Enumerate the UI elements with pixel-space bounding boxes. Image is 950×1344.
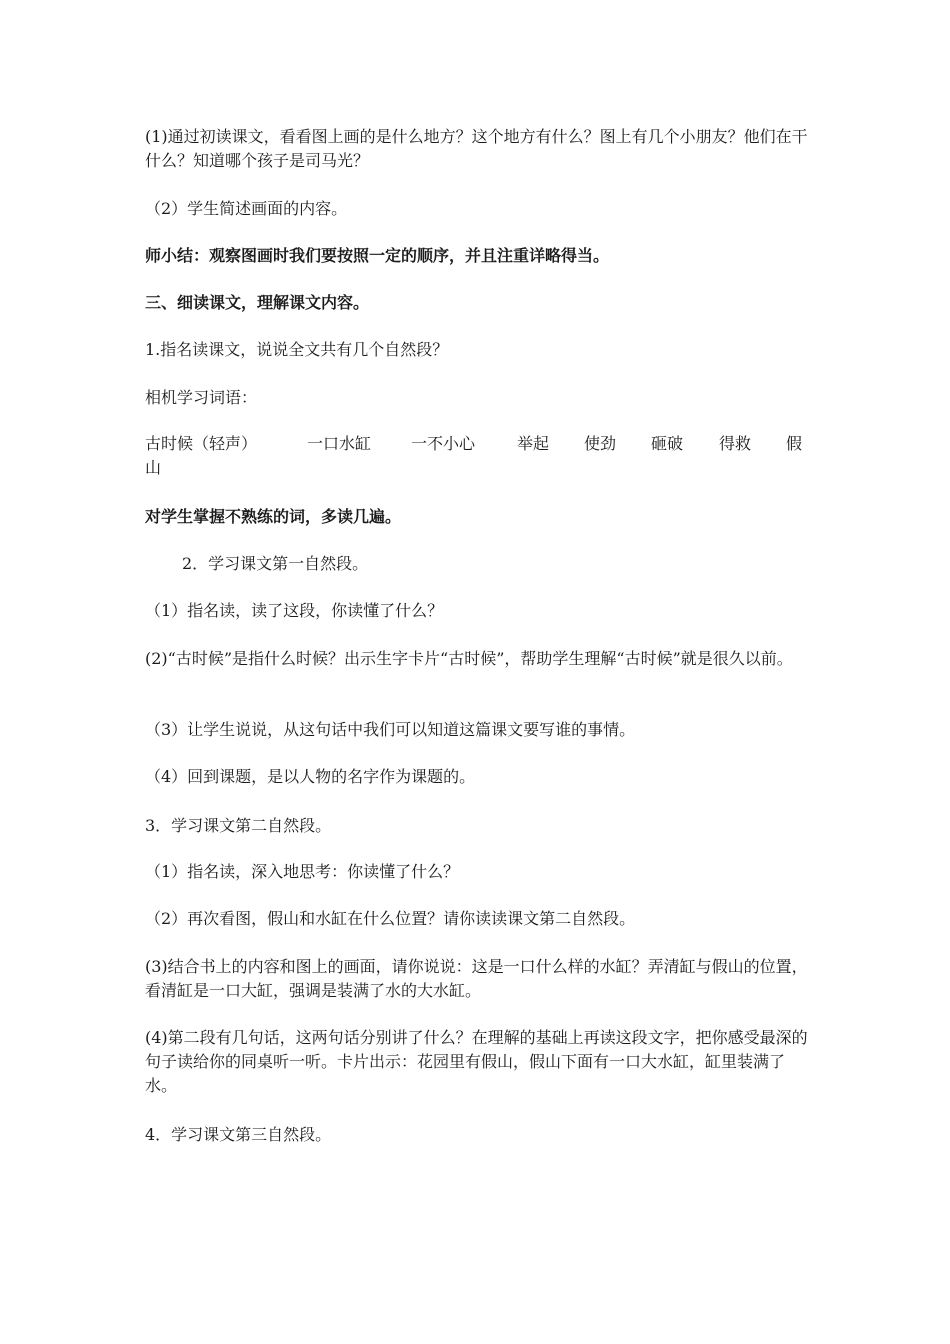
step-3-item-3: (3)结合书上的内容和图上的画面，请你说说：这是一口什么样的水缸？弄清缸与假山的位置，看清缸是一口大缸，强调是装满了水的大水缸。 xyxy=(145,957,808,1000)
step-2-item-3: （3）让学生说说，从这句话中我们可以知道这篇课文要写谁的事情。 xyxy=(145,720,636,739)
vocab-item: 一不小心 xyxy=(411,434,476,453)
paragraph-2: （2）学生简述画面的内容。 xyxy=(145,199,348,218)
step-3-item-2: （2）再次看图，假山和水缸在什么位置？请你读读课文第二自然段。 xyxy=(145,909,636,928)
summary-heading: 师小结：观察图画时我们要按照一定的顺序，并且注重详略得当。 xyxy=(145,246,610,265)
step-2-item-2: (2)“古时候”是指什么时候？出示生字卡片“古时候”，帮助学生理解“古时候”就是很久以前。 xyxy=(145,649,793,668)
vocab-item: 古时候（轻声） xyxy=(145,434,258,453)
practice-note: 对学生掌握不熟练的词，多读几遍。 xyxy=(145,507,402,526)
vocab-item: 假 xyxy=(786,434,803,453)
step-3-item-1: （1）指名读，深入地思考：你读懂了什么？ xyxy=(145,862,460,881)
vocab-item: 山 xyxy=(145,458,162,477)
step-2-item-4: （4）回到课题，是以人物的名字作为课题的。 xyxy=(145,767,476,786)
step-2-heading: 2．学习课文第一自然段。 xyxy=(182,554,369,573)
vocab-list xyxy=(145,432,810,480)
vocab-item: 得救 xyxy=(719,434,752,453)
vocab-item: 一口水缸 xyxy=(307,434,372,453)
step-4-heading: 4．学习课文第三自然段。 xyxy=(145,1125,332,1144)
vocab-item: 举起 xyxy=(517,434,550,453)
paragraph-1: (1)通过初读课文，看看图上画的是什么地方？这个地方有什么？图上有几个小朋友？他们在干什么？知道哪个孩子是司马光？ xyxy=(145,127,808,170)
step-3-item-4: (4)第二段有几句话，这两句话分别讲了什么？在理解的基础上再读这段文字，把你感受最深的句子读给你的同桌听一听。卡片出示：花园里有假山，假山下面有一口大水缸，缸里装满了水。 xyxy=(145,1028,808,1095)
vocab-item: 砸破 xyxy=(651,434,684,453)
vocab-intro: 相机学习词语： xyxy=(145,388,258,407)
section-heading-3: 三、细读课文，理解课文内容。 xyxy=(145,293,370,312)
paragraph-read-text: 1.指名读课文，说说全文共有几个自然段？ xyxy=(145,340,449,359)
vocab-item: 使劲 xyxy=(584,434,617,453)
step-3-heading: 3．学习课文第二自然段。 xyxy=(145,816,332,835)
step-2-item-1: （1）指名读，读了这段，你读懂了什么？ xyxy=(145,601,444,620)
